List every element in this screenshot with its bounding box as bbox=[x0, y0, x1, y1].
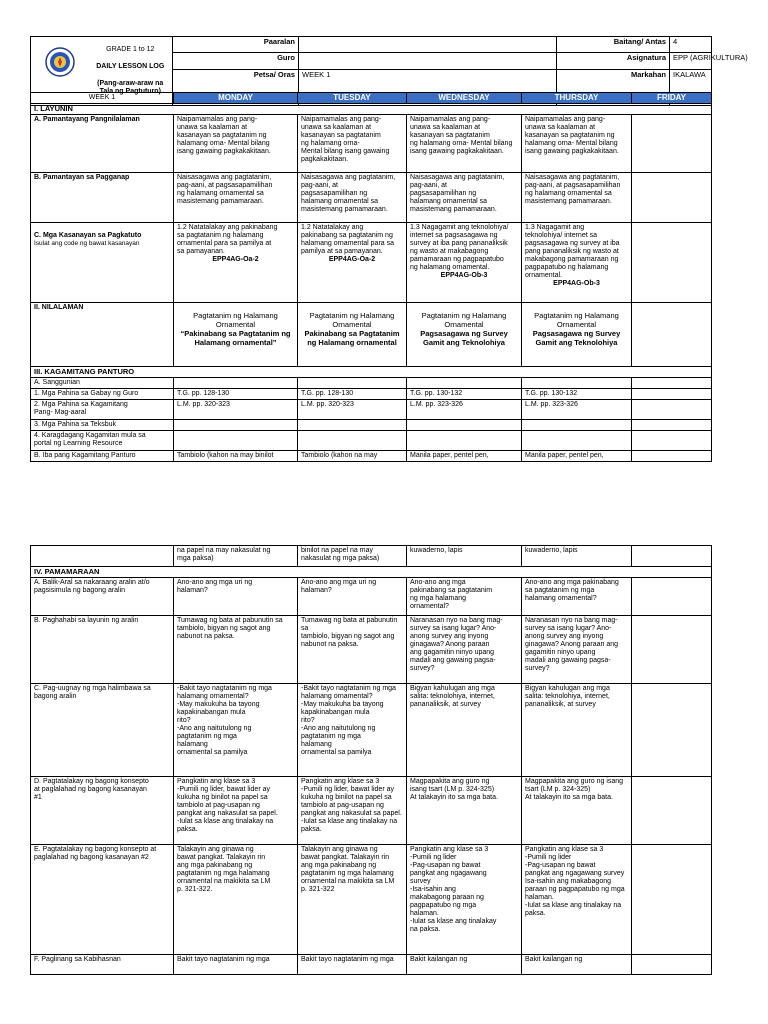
cell-wed: 1.3 Nagagamit ang teknolohiya/ internet sa pagsasagawa ng survey at iba pang pananaliksik ng wasto at makabagong pamamaraan ng pagpapatubo ng halamang ornamental. bbox=[410, 224, 509, 271]
grade-label: GRADE 1 to 12 bbox=[106, 45, 155, 53]
row-label: F. Paglinang sa Kabihasnan bbox=[31, 955, 174, 975]
lesson-table-page1 bbox=[30, 92, 712, 462]
cell-thu: Bakit kailangan ng bbox=[522, 955, 632, 975]
asignatura-label: Asignatura bbox=[557, 53, 670, 69]
day-tuesday: TUESDAY bbox=[298, 93, 407, 104]
cell-fri bbox=[632, 777, 712, 845]
row-pamantayan-sa-pagganap bbox=[31, 173, 712, 223]
dll-subtitle: (Pang-araw-araw na Tala ng Pagtuturo) bbox=[97, 79, 164, 95]
petsa-value: WEEK 1 bbox=[299, 69, 557, 105]
row-label: B. Pamantayan sa Pagganap bbox=[31, 173, 174, 223]
cell-wed: Bigyan kahulugan ang mga salita: teknolohiya, internet, pananaliksik, at survey bbox=[407, 684, 522, 777]
row-paghahabi bbox=[31, 616, 712, 684]
row-pagtatalakay-1 bbox=[31, 777, 712, 845]
paaralan-value bbox=[299, 37, 557, 53]
row-label: 3. Mga Pahina sa Teksbuk bbox=[31, 420, 174, 431]
cell-thu: Pangkatin ang klase sa 3 -Pumili ng lider -Pag-usapan ng bawat pangkat ang ngagawang survey Isa-isahin ang makabagong paraan ng pagpapatubo ng mga halaman. -Iulat sa klase ang tinalakay na paksa. bbox=[522, 845, 632, 955]
guro-label: Guro bbox=[173, 53, 299, 69]
cell-thu: Ano-ano ang mga pakinabang sa pagtatanim ng mga halamang ornamental? bbox=[522, 578, 632, 616]
row-label: C. Mga Kasanayan sa Pagkatuto bbox=[34, 232, 142, 239]
cell-mon: Tambiolo (kahon na may binilot bbox=[174, 451, 298, 462]
cell-wed: Naisasagawa ang pagtatanim, pag-aani, at pagsasapamilihan ng halamang ornamental sa masistemang pamamaraan. bbox=[407, 173, 522, 223]
cell-fri bbox=[632, 173, 712, 223]
cell-mon: 1.2 Natatalakay ang pakinabang sa pagtatanim ng halamang ornamental para sa pamilya at sa pamayanan. bbox=[177, 224, 278, 255]
row-label: E. Pagtatalakay ng bagong konsepto at paglalahad ng bagong kasanayan #2 bbox=[31, 845, 174, 955]
cell-fri bbox=[632, 451, 712, 462]
row-label: D. Pagtatalakay ng bagong konsepto at paglalahad ng bagong kasanayan #1 bbox=[31, 777, 174, 845]
cell-fri bbox=[632, 616, 712, 684]
competency-code: EPP4AG-Ob-3 bbox=[553, 280, 600, 287]
cell-mon: Talakayin ang ginawa ng bawat pangkat. Talakayin rin ang mga pakinabang ng pagtatanim ng mga halamang ornamental na makikita sa LM p. 321-322. bbox=[174, 845, 298, 955]
cell-thu: Naipamamalas ang pang- unawa sa kaalaman at kasanayan sa pagtatanim ng halamang orna- Mental bilang isang gawaing pagkakakitaan. bbox=[522, 115, 632, 173]
cell-thu: L.M. pp. 323-326 bbox=[522, 400, 632, 420]
day-friday: FRIDAY bbox=[632, 93, 712, 104]
deped-seal-icon bbox=[45, 47, 75, 77]
cell-thu: Bigyan kahulugan ang mga salita: teknolohiya, internet, pananaliksik, at survey bbox=[522, 684, 632, 777]
cell-mon: na papel na may nakasulat ng mga paksa) bbox=[174, 546, 298, 567]
cell-wed: Naipamamalas ang pang- unawa sa kaalaman at kasanayan sa pagtatanim ng halamang orna- Mental bilang isang gawaing pagkakakitaan. bbox=[407, 115, 522, 173]
cell-mon: -Bakit tayo nagtatanim ng mga halamang ornamental? -May makukuha ba tayong kapakinabangan mula rito? -Ano ang naitutulong ng pagtatanim ng mga halamang ornamental sa pamilya bbox=[174, 684, 298, 777]
cell-thu: 1.3 Nagagamit ang teknolohiya/ internet sa pagsasagawa ng survey at iba pang pananaliksik ng wasto at makabagong pamamaraan ng pagpapatubo ng halamang ornamental. bbox=[525, 224, 620, 279]
row-label: B. Paghahabi sa layunin ng aralin bbox=[31, 616, 174, 684]
cell-tue: Talakayin ang ginawa ng bawat pangkat. Talakayin rin ang mga pakinabang ng pagtatanim ng mga halamang ornamental na makikita sa LM p. 321-322 bbox=[298, 845, 407, 955]
row-kagamitang-mag-aaral bbox=[31, 400, 712, 420]
petsa-label: Petsa/ Oras bbox=[173, 69, 299, 105]
cell-mon: Tumawag ng bata at pabunutin sa tambiolo, bigyan ng sagot ang nabunot na paksa. bbox=[174, 616, 298, 684]
row-sublabel: Isulat ang code ng bawat kasanayan bbox=[34, 240, 140, 247]
markahan-value: IKALAWA bbox=[670, 69, 712, 105]
cell-tue: Naisasagawa ang pagtatanim, pag-aani, at pagsasapamilihan ng halamang ornamental sa masistemang pamamaraan. bbox=[298, 173, 407, 223]
row-kasanayan-sa-pagkatuto bbox=[31, 223, 712, 303]
content-mon: Pagtatanim ng Halamang Ornamental “Pakinabang sa Pagtatanim ng Halamang ornamental” bbox=[174, 303, 298, 367]
sanggunian-label: A. Sanggunian bbox=[31, 378, 174, 389]
content-wed: Pagtatanim ng Halamang Ornamental Pagsasagawa ng Survey Gamit ang Teknolohiya bbox=[407, 303, 522, 367]
competency-code: EPP4AG-Ob-3 bbox=[440, 272, 488, 279]
day-monday: MONDAY bbox=[174, 93, 298, 104]
competency-code: EPP4AG-Oa-2 bbox=[328, 256, 376, 263]
cell-mon: Naisasagawa ang pagtatanim, pag-aani, at pagsasapamilihan ng halamang ornamental sa masistemang pamamaraan. bbox=[174, 173, 298, 223]
asignatura-value: EPP (AGRIKULTURA) bbox=[670, 53, 712, 69]
cell-wed: Bakit kailangan ng bbox=[407, 955, 522, 975]
row-continued-materials bbox=[31, 546, 712, 567]
cell-tue: 1.2 Natatalakay ang pakinabang sa pagtatanim ng halamang ornamental para sa pamilya at sa pamayanan. bbox=[301, 224, 395, 255]
cell-fri bbox=[632, 223, 712, 303]
cell-wed: T.G. pp. 130-132 bbox=[407, 389, 522, 400]
row-paglinang bbox=[31, 955, 712, 975]
cell-tue: Ano-ano ang mga uri ng halaman? bbox=[298, 578, 407, 616]
content-fri bbox=[632, 303, 712, 367]
cell-wed: Naranasan nyo na bang mag- survey sa isang lugar? Ano- anong survey ang inyong ginagawa? Anong paraan ang gagamitin ninyo upang madali ang gawaing pagsa- survey? bbox=[407, 616, 522, 684]
section-layunin: I. LAYUNIN bbox=[31, 104, 712, 115]
cell-fri bbox=[632, 546, 712, 567]
content-thu: Pagtatanim ng Halamang Ornamental Pagsasagawa ng Survey Gamit ang Teknolohiya bbox=[522, 303, 632, 367]
row-label: 2. Mga Pahina sa Kagamitang Pang- Mag-aaral bbox=[31, 400, 174, 420]
row-teksbuk bbox=[31, 420, 712, 431]
section-nilalaman: II. NILALAMAN bbox=[31, 303, 174, 367]
row-label: C. Pag-uugnay ng mga halimbawa sa bagong aralin bbox=[31, 684, 174, 777]
cell-mon: Pangkatin ang klase sa 3 -Pumili ng lider, bawat lider ay kukuha ng binilot na papel sa tambiolo at pag-usapan ng pangkat ang nakasulat sa papel. -Iulat sa klase ang tinalakay na paksa. bbox=[174, 777, 298, 845]
cell-fri bbox=[632, 578, 712, 616]
row-label: B. Iba pang Kagamitang Panturo bbox=[31, 451, 174, 462]
row-pamantayang-pangnilalaman bbox=[31, 115, 712, 173]
cell-fri bbox=[632, 115, 712, 173]
markahan-label: Markahan bbox=[557, 69, 670, 105]
lesson-table-page2 bbox=[30, 545, 712, 975]
cell-wed: kuwaderno, lapis bbox=[407, 546, 522, 567]
row-label: 4. Karagdagang Kagamitan mula sa portal ng Learning Resource bbox=[31, 431, 174, 451]
guro-value bbox=[299, 53, 557, 69]
cell-tue: Tambiolo (kahon na may bbox=[298, 451, 407, 462]
cell-mon: L.M. pp. 320-323 bbox=[174, 400, 298, 420]
row-iba-pang-kagamitan bbox=[31, 451, 712, 462]
cell-wed: Magpapakita ang guro ng isang tsart (LM p. 324-325) At talakayin ito sa mga bata. bbox=[407, 777, 522, 845]
row-gabay-guro bbox=[31, 389, 712, 400]
cell-tue: L.M. pp. 320-323 bbox=[298, 400, 407, 420]
baitang-label: Baitang/ Antas bbox=[557, 37, 670, 53]
week-header: WEEK 1 bbox=[31, 93, 174, 104]
row-label: 1. Mga Pahina sa Gabay ng Guro bbox=[31, 389, 174, 400]
cell-thu: Naisasagawa ang pagtatanim, pag-aani, at pagsasapamilihan ng halamang ornamental sa masistemang pamamaraan. bbox=[522, 173, 632, 223]
row-pagtatalakay-2 bbox=[31, 845, 712, 955]
cell-fri bbox=[632, 684, 712, 777]
cell-tue: T.G. pp. 128-130 bbox=[298, 389, 407, 400]
dll-title: DAILY LESSON LOG bbox=[96, 62, 165, 70]
cell-tue: Tumawag ng bata at pabunutin sa tambiolo, bigyan ng sagot ang nabunot na paksa. bbox=[298, 616, 407, 684]
row-balik-aral bbox=[31, 578, 712, 616]
cell-tue: Bakit tayo nagtatanim ng mga bbox=[298, 955, 407, 975]
cell-tue: binilot na papel na may nakasulat ng mga paksa) bbox=[298, 546, 407, 567]
row-label: A. Balik-Aral sa nakaraang aralin at/o pagsisimula ng bagong aralin bbox=[31, 578, 174, 616]
cell-wed: Ano-ano ang mga pakinabang sa pagtatanim ng mga halamang ornamental? bbox=[407, 578, 522, 616]
day-wednesday: WEDNESDAY bbox=[407, 93, 522, 104]
cell-fri bbox=[632, 955, 712, 975]
cell-thu: Manila paper, pentel pen, bbox=[522, 451, 632, 462]
cell-thu: T.G. pp. 130-132 bbox=[522, 389, 632, 400]
paaralan-label: Paaralan bbox=[173, 37, 299, 53]
cell-thu: Magpapakita ang guro ng isang tsart (LM p. 324-325) At talakayin ito sa mga bata. bbox=[522, 777, 632, 845]
cell-fri bbox=[632, 845, 712, 955]
cell-mon: Bakit tayo nagtatanim ng mga bbox=[174, 955, 298, 975]
cell-wed: L.M. pp. 323-326 bbox=[407, 400, 522, 420]
row-learning-resource bbox=[31, 431, 712, 451]
row-nilalaman bbox=[31, 303, 712, 367]
cell-mon: Ano-ano ang mga uri ng halaman? bbox=[174, 578, 298, 616]
cell-mon: Naipamamalas ang pang- unawa sa kaalaman at kasanayan sa pagtatanim ng halamang orna- Mental bilang isang gawaing pagkakakitaan. bbox=[174, 115, 298, 173]
cell-tue: -Bakit tayo nagtatanim ng mga halamang ornamental? -May makukuha ba tayong kapakinabangan mula rito? -Ano ang naitutulong ng pagtatanim ng mga halamang ornamental sa pamilya bbox=[298, 684, 407, 777]
cell-tue: Pangkatin ang klase sa 3 -Pumili ng lider, bawat lider ay kukuha ng binilot na papel sa tambiolo at pag-usapan ng pangkat ang nakasulat sa papel. -Iulat sa klase ang tinalakay na paksa. bbox=[298, 777, 407, 845]
cell-thu: Naranasan nyo na bang mag- survey sa isang lugar? Ano- anong survey ang inyong ginagawa? Anong paraan ang gagamitin ninyo upang madali ang gawaing pagsa- survey? bbox=[522, 616, 632, 684]
cell-wed: Pangkatin ang klase sa 3 -Pumili ng lider -Pag-usapan ng bawat pangkat ang ngagawang survey -Isa-isahin ang makabagong paraan ng pagpapatubo ng mga halaman. -Iulat sa klase ang tinalakay na paksa. bbox=[407, 845, 522, 955]
cell-tue: Naipamamalas ang pang- unawa sa kaalaman at kasanayan sa pagtatanim ng halamang orna- Mental bilang isang gawaing pagkakakitaan. bbox=[298, 115, 407, 173]
row-label: A. Pamantayang Pangnilalaman bbox=[31, 115, 174, 173]
baitang-value: 4 bbox=[670, 37, 712, 53]
cell-wed: Manila paper, pentel pen, bbox=[407, 451, 522, 462]
cell-mon: T.G. pp. 128-130 bbox=[174, 389, 298, 400]
row-pag-uugnay bbox=[31, 684, 712, 777]
competency-code: EPP4AG-Oa-2 bbox=[212, 256, 259, 263]
cell-fri bbox=[632, 400, 712, 420]
cell-fri bbox=[632, 389, 712, 400]
day-thursday: THURSDAY bbox=[522, 93, 632, 104]
section-pamamaraan: IV. PAMAMARAAN bbox=[31, 567, 712, 578]
cell-thu: kuwaderno, lapis bbox=[522, 546, 632, 567]
section-kagamitan: III. KAGAMITANG PANTURO bbox=[31, 367, 712, 378]
content-tue: Pagtatanim ng Halamang Ornamental Pakinabang sa Pagtatanim ng Halamang ornamental bbox=[298, 303, 407, 367]
